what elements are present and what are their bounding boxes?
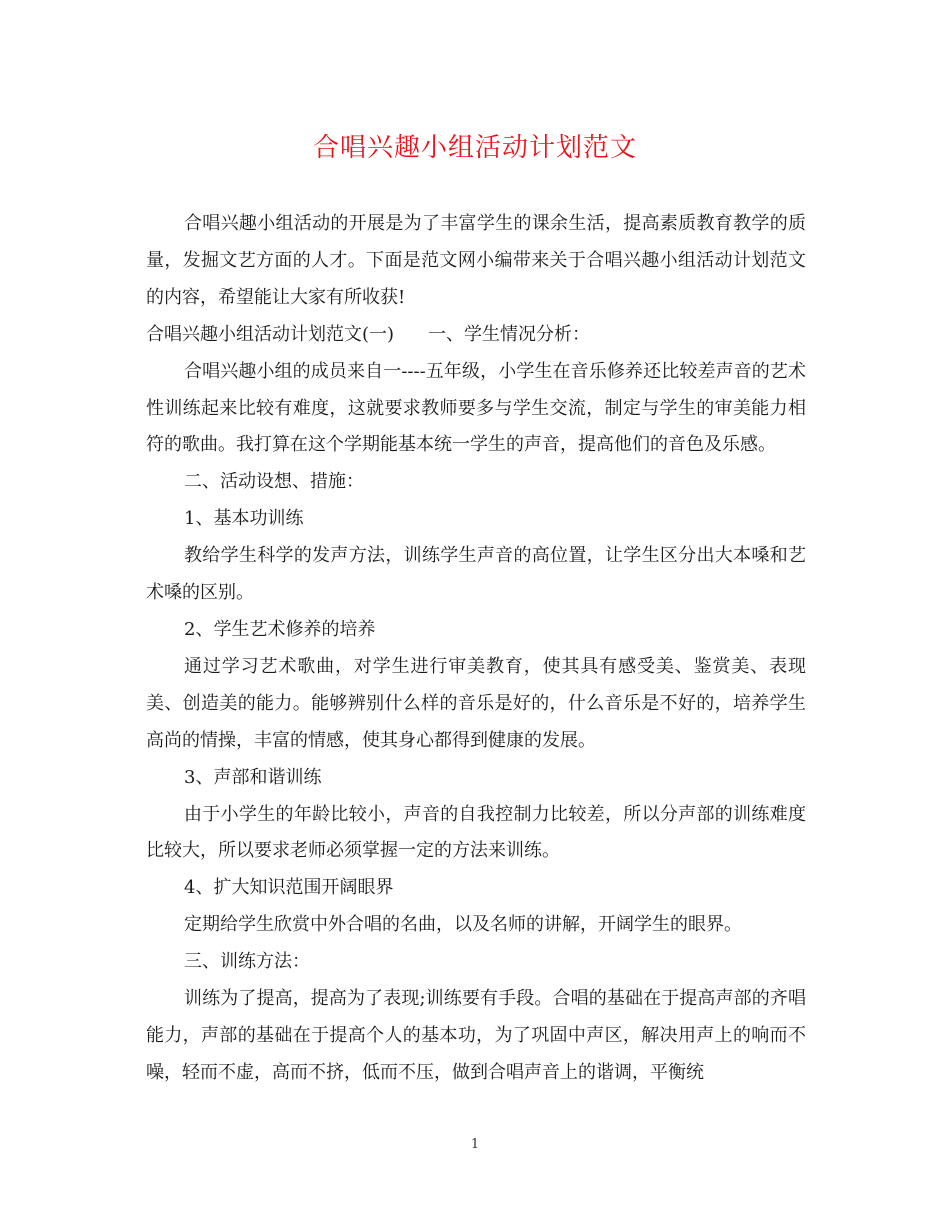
item2-heading: 2、学生艺术修养的培养 [184, 618, 376, 640]
page-number: 1 [470, 1137, 480, 1152]
sample-heading: 合唱兴趣小组活动计划范文(一) [146, 323, 395, 345]
section3-paragraph: 训练为了提高，提高为了表现;训练要有手段。合唱的基础在于提高声部的齐唱能力，声部的基础在于提高个人的基本功，为了巩固中声区，解决用声上的响而不噪，轻而不虚，高而不挤，低而不压，做到合唱声音上的谐调，平衡统 [146, 988, 806, 1083]
section3-heading: 三、训练方法： [184, 951, 310, 973]
section1-paragraph: 合唱兴趣小组的成员来自一----五年级，小学生在音乐修养还比较差声音的艺术性训练起来比较有难度，这就要求教师要多与学生交流，制定与学生的审美能力相符的歌曲。我打算在这个学期能基本统一学生的声音，提高他们的音色及乐感。 [146, 360, 806, 456]
document-title: 合唱兴趣小组活动计划范文 [312, 133, 637, 163]
document-body [146, 206, 806, 1092]
item3-paragraph: 由于小学生的年龄比较小，声音的自我控制力比较差，所以分声部的训练难度比较大，所以要求老师必须掌握一定的方法来训练。 [146, 803, 806, 862]
item2-paragraph: 通过学习艺术歌曲，对学生进行审美教育，使其具有感受美、鉴赏美、表现美、创造美的能力。能够辨别什么样的音乐是好的，什么音乐是不好的，培养学生高尚的情操，丰富的情感，使其身心都得到健康的发展。 [146, 655, 806, 751]
intro-paragraph: 合唱兴趣小组活动的开展是为了丰富学生的课余生活，提高素质教育教学的质量，发掘文艺方面的人才。下面是范文网小编带来关于合唱兴趣小组活动计划范文的内容，希望能让大家有所收获! [146, 213, 806, 308]
section2-heading: 二、活动设想、措施： [184, 471, 364, 493]
item1-heading: 1、基本功训练 [184, 508, 304, 530]
section1-heading: 一、学生情况分析： [428, 323, 591, 345]
sample-heading-line [146, 317, 806, 354]
item4-heading: 4、扩大知识范围开阔眼界 [184, 877, 394, 899]
item4-paragraph: 定期给学生欣赏中外合唱的名曲，以及名师的讲解，开阔学生的眼界。 [184, 914, 742, 936]
item1-paragraph: 教给学生科学的发声方法，训练学生声音的高位置，让学生区分出大本嗓和艺术嗓的区别。 [146, 545, 806, 604]
item3-heading: 3、声部和谐训练 [184, 766, 322, 788]
